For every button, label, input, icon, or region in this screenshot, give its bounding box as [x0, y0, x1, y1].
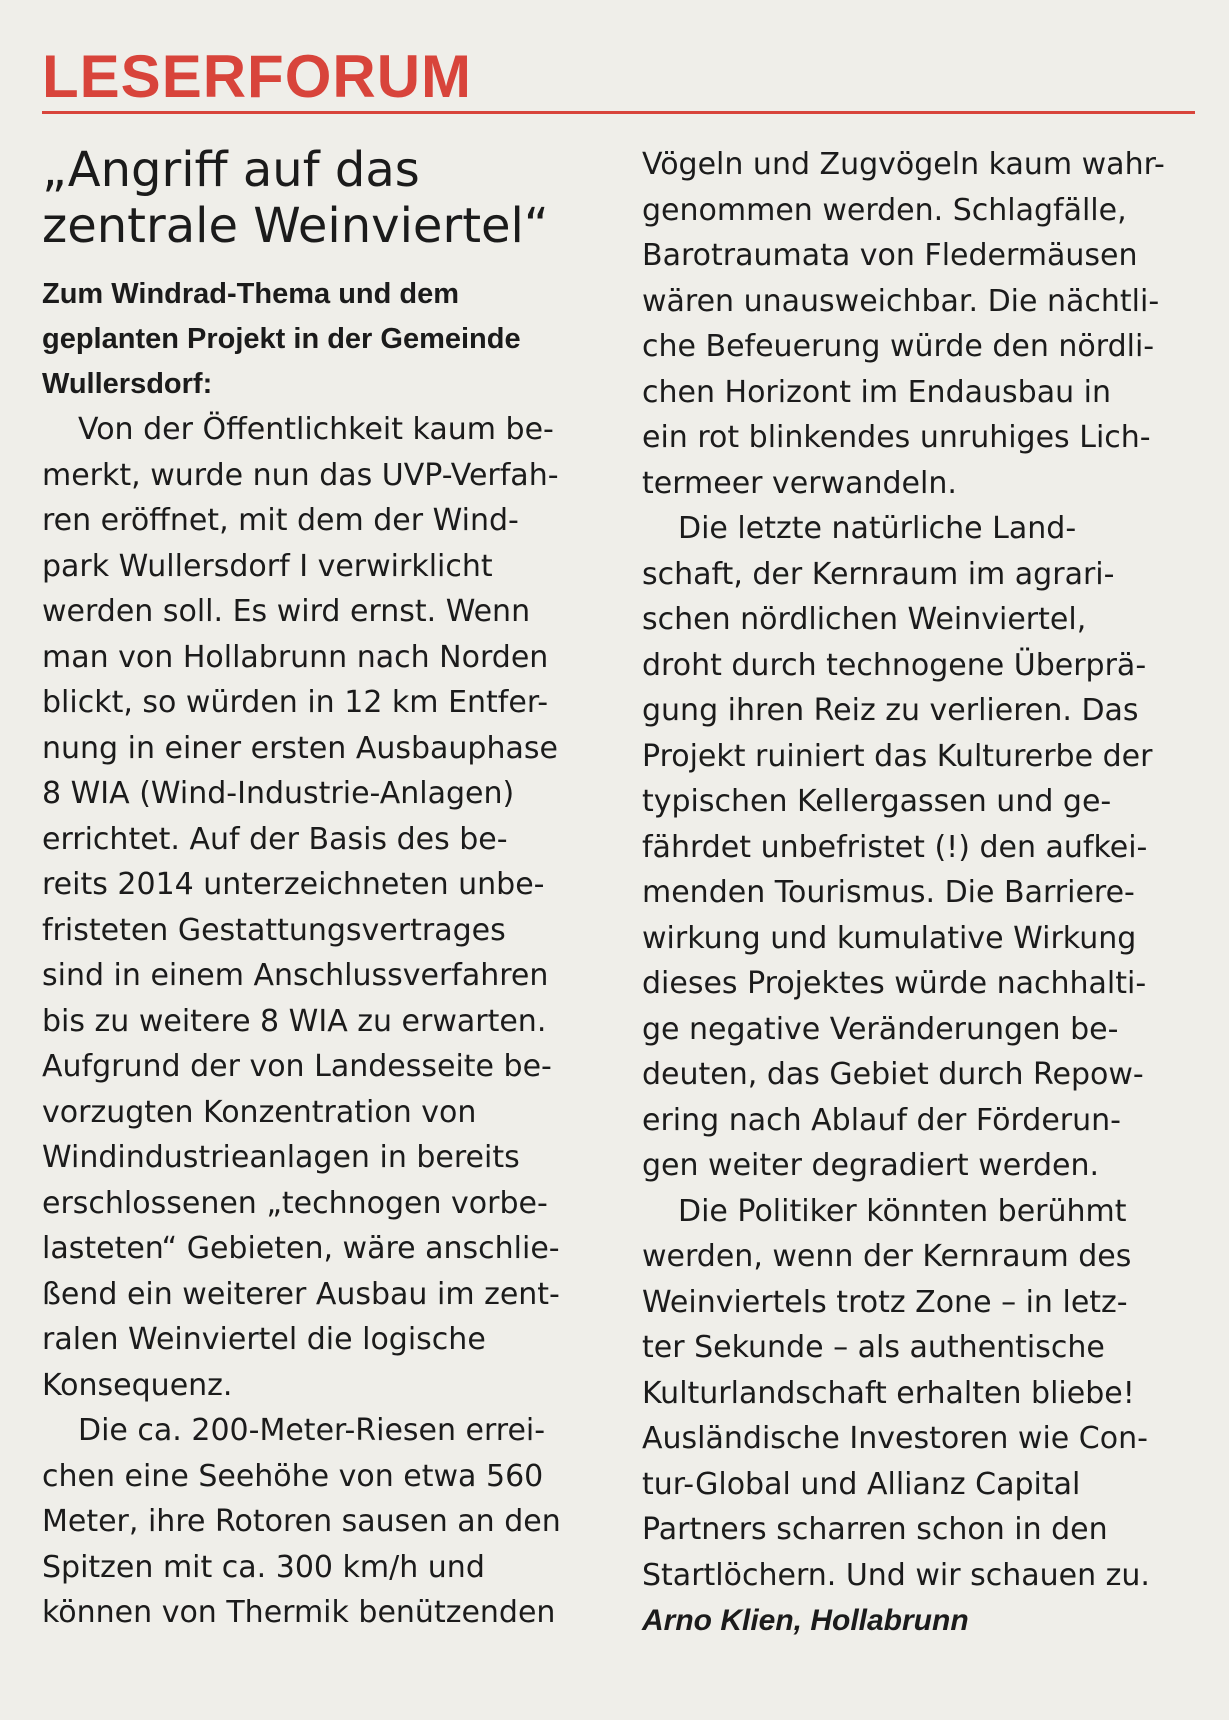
body-line: Kulturlandschaft erhalten bliebe!	[642, 1375, 1135, 1411]
body-line: wirkung und kumulative Wirkung	[642, 920, 1137, 956]
right-column	[642, 142, 1198, 1644]
body-line: menden Tourismus. Die Barriere-	[642, 875, 1135, 910]
lead-text	[42, 272, 598, 407]
right-body-text	[642, 142, 1198, 1598]
body-line: reits 2014 unterzeichneten unbe-	[42, 867, 545, 902]
body-line: können von Thermik benützenden	[42, 1595, 556, 1630]
body-line: erschlossenen „technogen vorbe-	[42, 1185, 548, 1221]
headline-line: „Angriff auf das	[42, 142, 420, 198]
body-line: sind in einem Anschlussverfahren	[42, 958, 549, 993]
body-line: Spitzen mit ca. 300 km/h und	[42, 1549, 485, 1585]
body-line: werden soll. Es wird ernst. Wenn	[42, 594, 531, 629]
section-label: LESERFORUM	[42, 43, 472, 110]
body-line: termeer verwandeln.	[642, 465, 957, 501]
body-line: che Befeuerung würde den nördli-	[642, 329, 1155, 364]
body-line: Barotraumata von Fledermäusen	[642, 238, 1138, 273]
body-line: Projekt ruiniert das Kulturerbe der	[642, 738, 1153, 774]
body-line: dieses Projektes würde nachhalti-	[642, 966, 1147, 1001]
left-column	[42, 142, 598, 1636]
body-line: werden, wenn der Kernraum des	[642, 1239, 1132, 1274]
body-line: Startlöchern. Und wir schauen zu.	[642, 1557, 1150, 1593]
body-line: Von der Öffentlichkeit kaum be-	[78, 412, 554, 447]
body-line: gung ihren Reiz zu verlieren. Das	[642, 693, 1139, 728]
body-line: park Wullersdorf I verwirklicht	[42, 548, 493, 584]
body-line: Vögeln und Zugvögeln kaum wahr-	[642, 147, 1165, 182]
body-line: ein rot blinkendes unruhiges Lich-	[642, 420, 1151, 455]
body-line: man von Hollabrunn nach Norden	[42, 639, 549, 675]
body-line: Partners scharren schon in den	[642, 1512, 1108, 1547]
body-line: ren eröffnet, mit dem der Wind-	[42, 503, 519, 538]
body-line: genommen werden. Schlagfälle,	[642, 192, 1127, 228]
section-divider	[42, 111, 1195, 114]
body-line: Weinviertels trotz Zone – in letz-	[642, 1284, 1128, 1320]
body-line: fährdet unbefristet (!) den aufkei-	[642, 829, 1148, 865]
body-line: Windindustrieanlagen in bereits	[42, 1140, 520, 1175]
left-body-text	[42, 407, 598, 1636]
body-line: schen nördlichen Weinviertel,	[642, 602, 1087, 637]
body-line: Ausländische Investoren wie Con-	[642, 1421, 1148, 1456]
body-line: bis zu weitere 8 WIA zu erwarten.	[42, 1003, 547, 1039]
body-line: fristeten Gestattungsvertrages	[42, 912, 506, 948]
body-line: lasteten“ Gebieten, wäre anschlie-	[42, 1231, 560, 1266]
body-line: droht durch technogene Überprä-	[642, 647, 1147, 683]
author-signature: Arno Klien, Hollabrunn	[642, 1604, 969, 1637]
body-line: gen weiter degradiert werden.	[642, 1148, 1100, 1183]
lead-line: geplanten Projekt in der Gemeinde	[42, 323, 521, 355]
body-line: nung in einer ersten Ausbauphase	[42, 730, 558, 766]
body-line: deuten, das Gebiet durch Repow-	[642, 1057, 1144, 1092]
headline	[42, 142, 598, 272]
body-line: ter Sekunde – als authentische	[642, 1330, 1105, 1365]
body-line: chen eine Seehöhe von etwa 560	[42, 1458, 544, 1494]
body-line: typischen Kellergassen und ge-	[642, 784, 1112, 819]
body-line: merkt, wurde nun das UVP-Verfah-	[42, 457, 559, 493]
body-line: blickt, so würden in 12 km Entfer-	[42, 685, 549, 720]
lead-line: Wullersdorf:	[42, 368, 213, 400]
body-line: errichtet. Auf der Basis des be-	[42, 821, 508, 857]
body-line: Aufgrund der von Landesseite be-	[42, 1049, 552, 1084]
body-line: ralen Weinviertel die logische	[42, 1322, 486, 1357]
body-line: Die letzte natürliche Land-	[678, 511, 1077, 546]
body-line: chen Horizont im Endausbau in	[642, 374, 1111, 410]
body-line: Die Politiker könnten berühmt	[678, 1193, 1127, 1229]
lead-line: Zum Windrad-Thema und dem	[42, 278, 460, 310]
body-line: wären unausweichbar. Die nächtli-	[642, 283, 1160, 319]
body-line: Die ca. 200-Meter-Riesen errei-	[78, 1413, 546, 1448]
body-line: vorzugten Konzentration von	[42, 1094, 477, 1130]
body-line: 8 WIA (Wind-Industrie-Anlagen)	[42, 776, 515, 811]
body-line: ering nach Ablauf der Förderun-	[642, 1102, 1121, 1138]
body-line: Konsequenz.	[42, 1367, 233, 1403]
body-line: tur-Global und Allianz Capital	[642, 1466, 1081, 1502]
headline-line: zentrale Weinviertel“	[42, 198, 549, 254]
body-line: ge negative Veränderungen be-	[642, 1011, 1119, 1047]
body-line: schaft, der Kernraum im agrari-	[642, 556, 1115, 592]
body-line: ßend ein weiterer Ausbau im zent-	[42, 1276, 560, 1312]
body-line: Meter, ihre Rotoren sausen an den	[42, 1504, 561, 1539]
